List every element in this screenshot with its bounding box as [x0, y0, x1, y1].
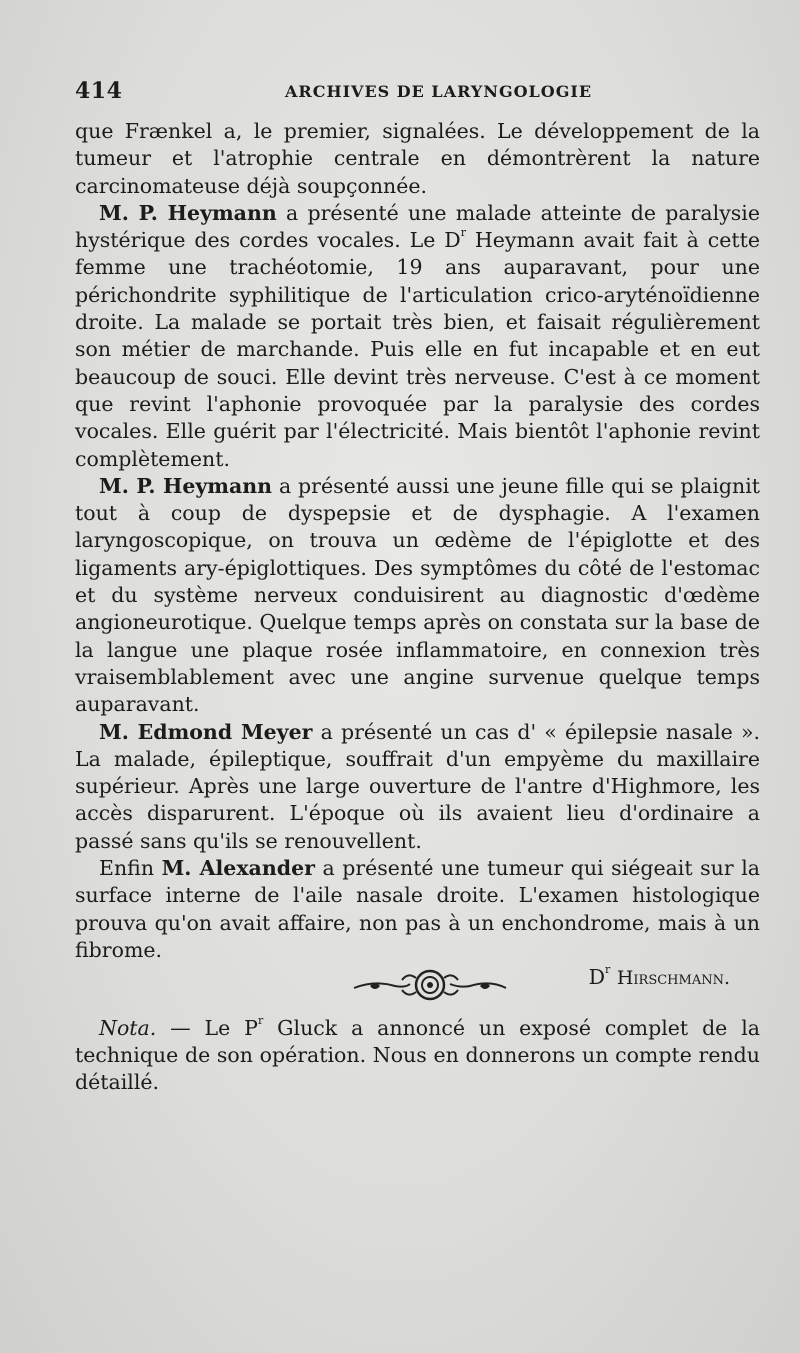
note-paragraph — [75, 1015, 760, 1097]
signature-name: Hirschmann. — [616, 967, 730, 990]
speaker-name: M. Edmond Meyer — [99, 719, 313, 744]
paragraph-5-text: a présenté une tumeur qui siégeait sur la surface interne de l'aile nasale droite. L'examen histologique prouva qu'on avait affaire, non pas à un enchondrome, mais à un fibrome. — [75, 856, 760, 962]
superscript: r — [605, 963, 611, 977]
note-lead: Nota. — [99, 1015, 157, 1040]
speaker-name: M. Alexander — [161, 856, 315, 881]
paragraph-3-text: a présenté aussi une jeune fille qui se plaignit tout à coup de dyspepsie et de dysphagie. A l'examen laryngoscopique, on trouva un œdème de l'épiglotte et des ligaments ary-épiglottiques. Des symptômes du côté de l'estomac et du système nerveux conduisirent au diagnostic d'œdème angioneurotique. Quelque temps après on constata sur la base de la langue une plaque rosée inflammatoire, en connexion très vraisemblablement avec une angine survenue quelque temps auparavant. — [75, 473, 760, 717]
page-header — [75, 78, 755, 118]
note-dash: — Le P — [156, 1015, 258, 1040]
page-number: 414 — [75, 78, 123, 104]
speaker-name: M. P. Heymann — [99, 200, 277, 225]
superscript: r — [257, 1013, 264, 1027]
speaker-name: M. P. Heymann — [99, 473, 273, 498]
note-text: Gluck a annoncé un exposé complet de la technique de son opération. Nous en donnerons un compte rendu détaillé. — [75, 1015, 760, 1095]
paragraph-1 — [75, 118, 760, 200]
body-text — [75, 118, 760, 1096]
superscript: r — [460, 226, 466, 240]
paragraph-2-text-b: Heymann avait fait à cette femme une trachéotomie, 19 ans auparavant, pour une périchondrite syphilitique de l'articulation crico-aryténoïdienne droite. La malade se portait très bien, et faisait régulièrement son métier de marchande. Puis elle en fut incapable et en eut beaucoup de souci. Elle devint très nerveuse. C'est à ce moment que revint l'aphonie provoquée par la paralysie des cordes vocales. Elle guérit par l'électricité. Mais bientôt l'aphonie revint complètement. — [75, 228, 760, 471]
paragraph-4 — [75, 719, 760, 855]
paragraph-5 — [75, 855, 760, 964]
signature-title: D — [588, 965, 606, 990]
paragraph-5-prefix: Enfin — [99, 856, 162, 881]
paragraph-4-text: a présenté un cas d' « épilepsie nasale ». La malade, épileptique, souffrait d'un empyème du maxillaire supérieur. Après une large ouverture de l'antre d'Highmore, les accès disparurent. L'époque où ils avaient lieu d'ordinaire a passé sans qu'ils se renouvellent. — [75, 719, 760, 853]
paragraph-2-text-a: a présenté une malade atteinte de paralysie hystérique des cordes vocales. Le D — [75, 200, 760, 253]
paragraph-1-text: que Frænkel a, le premier, signalées. Le développement de la tumeur et l'atrophie centrale en démontrèrent la nature carcinomateuse déjà soupçonnée. — [75, 119, 760, 198]
paragraph-2 — [75, 200, 760, 473]
running-head: ARCHIVES DE LARYNGOLOGIE — [285, 82, 593, 101]
paragraph-3 — [75, 473, 760, 719]
floral-ornament-icon — [350, 968, 510, 1004]
